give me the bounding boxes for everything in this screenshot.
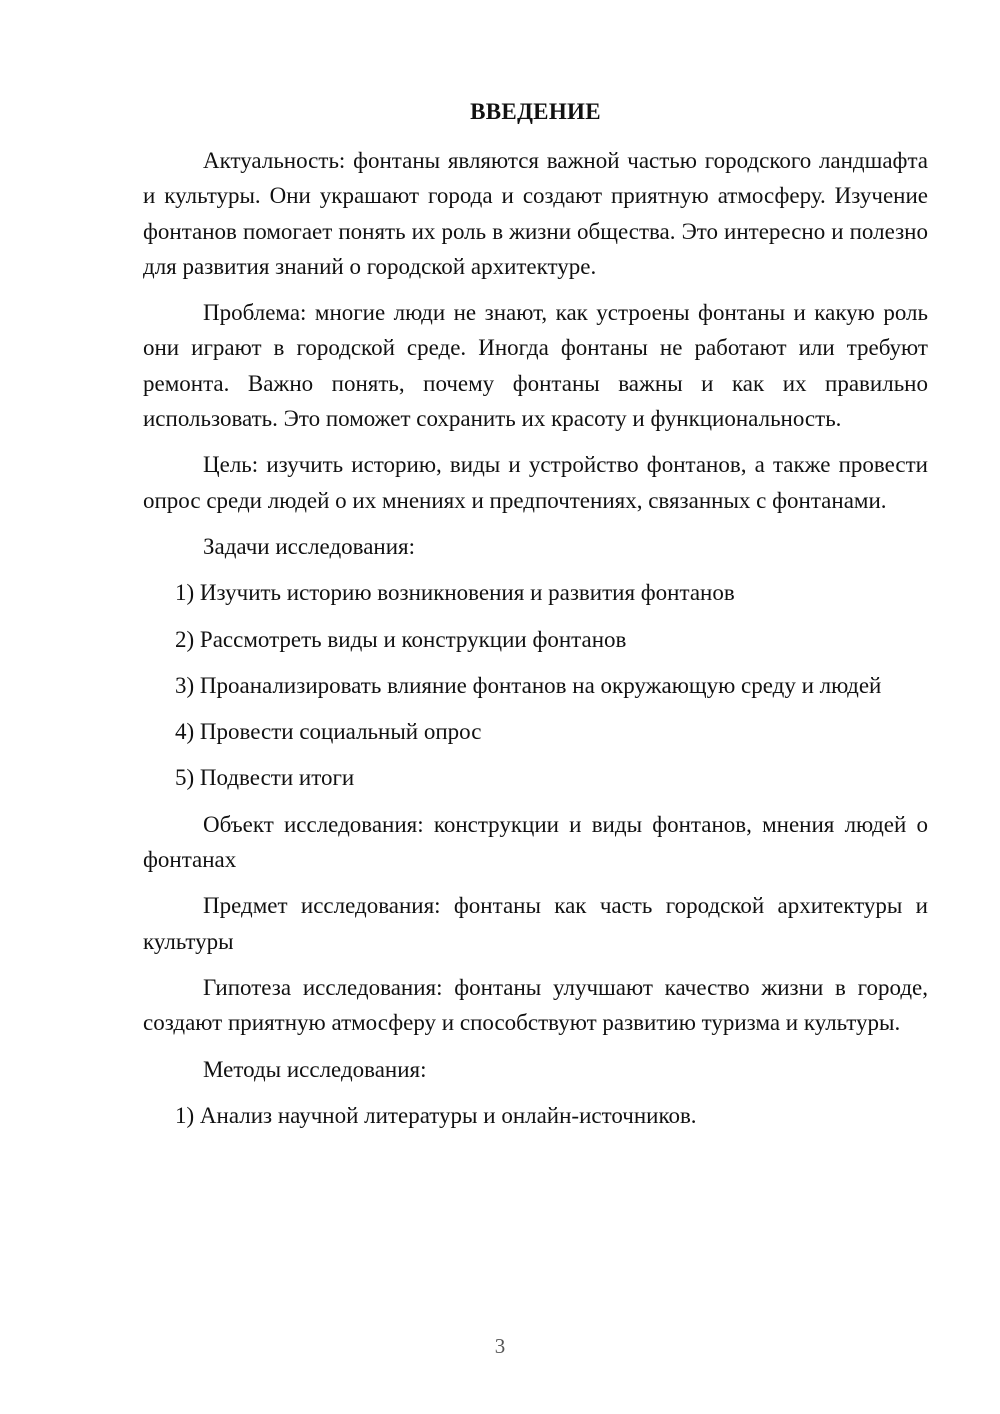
document-page — [143, 94, 928, 1144]
relevance-paragraph: Актуальность: фонтаны являются важной частью городского ландшафта и культуры. Они украшают города и создают приятную атмосферу. Изучение фонтанов помогает понять их роль в жизни общества. Это интересно и полезно для развития знаний о городской архитектуре. — [143, 148, 928, 279]
task-item: 4) Провести социальный опрос — [175, 719, 482, 745]
task-item: 5) Подвести итоги — [175, 765, 355, 791]
subject-paragraph: Предмет исследования: фонтаны как часть городской архитектуры и культуры — [143, 893, 928, 954]
task-item: 3) Проанализировать влияние фонтанов на окружающую среду и людей — [175, 672, 882, 698]
hypothesis-paragraph: Гипотеза исследования: фонтаны улучшают качество жизни в городе, создают приятную атмосферу и способствуют развитию туризма и культуры. — [143, 974, 928, 1036]
method-item: 1) Анализ научной литературы и онлайн-источников. — [175, 1102, 697, 1128]
goal-paragraph: Цель: изучить историю, виды и устройство фонтанов, а также провести опрос среди людей о их мнениях и предпочтениях, связанных с фонтанами. — [143, 452, 928, 513]
problem-paragraph: Проблема: многие люди не знают, как устроены фонтаны и какую роль они играют в городской среде. Иногда фонтаны не работают или требуют ремонта. Важно понять, почему фонтаны важны и как их правильно использовать. Это поможет сохранить их красоту и функциональность. — [143, 300, 928, 432]
task-item: 1) Изучить историю возникновения и развития фонтанов — [175, 580, 735, 606]
tasks-heading: Задачи исследования: — [203, 533, 416, 559]
task-item: 2) Рассмотреть виды и конструкции фонтанов — [175, 626, 627, 652]
object-paragraph: Объект исследования: конструкции и виды фонтанов, мнения людей о фонтанах — [143, 811, 928, 873]
section-title: ВВЕДЕНИЕ — [470, 99, 601, 124]
methods-heading: Методы исследования: — [203, 1056, 427, 1082]
page-number: 3 — [494, 1334, 506, 1358]
